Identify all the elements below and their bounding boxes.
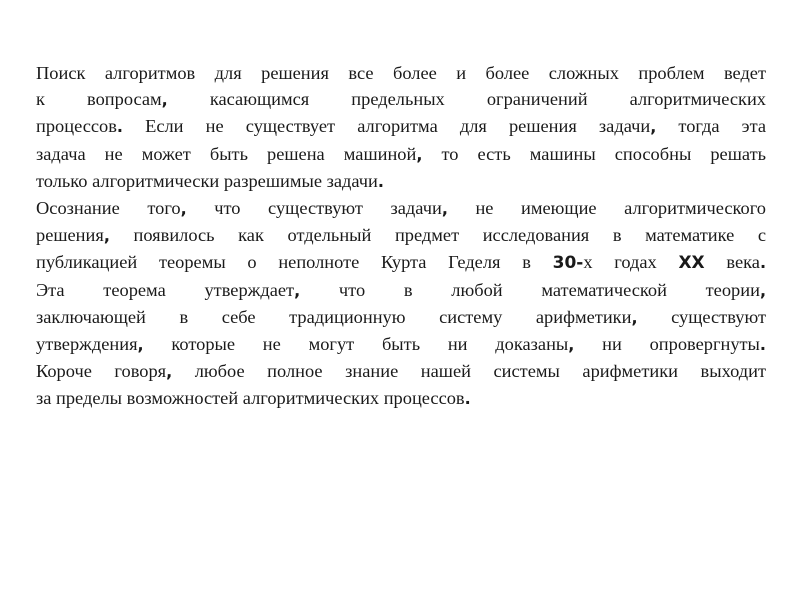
- text-line: [36, 60, 766, 86]
- text-segment: заключающей в себе традиционную систему арифметики: [36, 306, 632, 327]
- bold-text: XX: [678, 253, 705, 274]
- text-segment: за пределы возможностей алгоритмических процессов: [36, 388, 465, 409]
- text-line: [36, 249, 766, 276]
- text-segment: Если не существует алгоритма для решения задачи: [122, 116, 651, 137]
- punctuation: ,: [441, 199, 448, 219]
- punctuation: ,: [568, 335, 575, 355]
- text-segment: Поиск алгоритмов для решения все более и более сложных проблем ведет: [36, 63, 766, 83]
- text-segment: касающимся предельных ограничений алгоритмических: [167, 89, 766, 110]
- punctuation: .: [759, 253, 767, 273]
- text-segment: процессов: [36, 116, 117, 137]
- punctuation: ,: [631, 307, 638, 327]
- punctuation: ,: [161, 90, 168, 110]
- text-line: [36, 385, 766, 412]
- punctuation: ,: [650, 117, 657, 137]
- text-segment: решения: [36, 225, 104, 246]
- bold-text: 30-: [552, 253, 584, 274]
- punctuation: .: [116, 117, 123, 137]
- text-segment: существуют: [637, 306, 767, 327]
- punctuation: .: [759, 335, 766, 355]
- body-text: [36, 60, 766, 413]
- punctuation: ,: [294, 280, 301, 300]
- text-line: [36, 304, 766, 331]
- punctuation: ,: [137, 335, 144, 355]
- text-line: [36, 222, 766, 249]
- text-line: [36, 195, 766, 222]
- text-segment: века: [704, 252, 760, 273]
- text-segment: ни опровергнуты: [574, 334, 760, 355]
- text-segment: которые не могут быть ни доказаны: [143, 334, 569, 355]
- text-segment: только алгоритмически разрешимые задачи: [36, 170, 378, 191]
- punctuation: .: [464, 389, 471, 409]
- paragraph-2: [36, 195, 766, 277]
- paragraph-4: [36, 358, 766, 412]
- text-segment: что в любой математической теории: [300, 279, 760, 300]
- punctuation: ,: [103, 226, 110, 246]
- text-segment: не имеющие алгоритмического: [447, 198, 766, 219]
- text-segment: Эта теорема утверждает: [36, 279, 295, 300]
- text-segment: х годах: [583, 252, 679, 273]
- text-line: [36, 331, 766, 358]
- text-segment: тогда эта: [656, 116, 766, 137]
- punctuation: ,: [416, 144, 423, 164]
- text-line: [36, 168, 766, 195]
- text-segment: утверждения: [36, 334, 138, 355]
- paragraph-1: [36, 60, 766, 195]
- paragraph-3: [36, 277, 766, 359]
- text-line: [36, 358, 766, 385]
- text-line: [36, 113, 766, 140]
- text-line: [36, 277, 766, 304]
- punctuation: ,: [166, 362, 173, 382]
- text-line: [36, 86, 766, 113]
- text-segment: публикацией теоремы о неполноте Курта Геделя в: [36, 252, 553, 273]
- text-segment: к вопросам: [36, 89, 162, 110]
- punctuation: ,: [180, 199, 187, 219]
- text-segment: любое полное знание нашей системы арифметики выходит: [172, 361, 766, 382]
- text-segment: появилось как отдельный предмет исследования в математике с: [109, 225, 766, 246]
- punctuation: ,: [759, 280, 767, 300]
- punctuation: .: [377, 171, 384, 191]
- text-segment: задача не может быть решена машиной: [36, 143, 417, 164]
- text-segment: Осознание того: [36, 198, 181, 219]
- text-segment: то есть машины способны решать: [422, 143, 766, 164]
- text-line: [36, 141, 766, 168]
- text-segment: что существуют задачи: [186, 198, 442, 219]
- text-segment: Короче говоря: [36, 361, 167, 382]
